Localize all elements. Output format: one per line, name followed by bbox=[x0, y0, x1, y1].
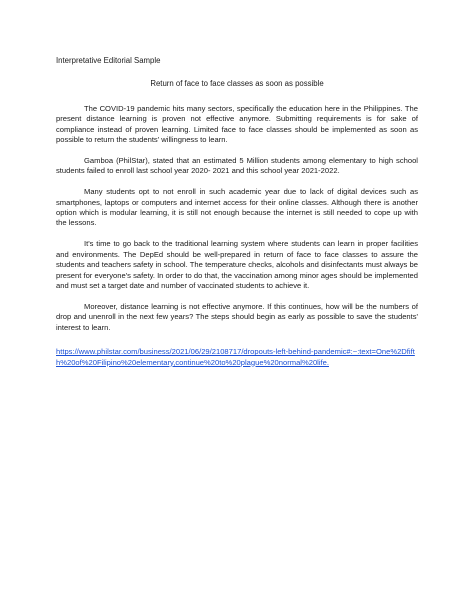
source-citation bbox=[56, 347, 418, 368]
paragraph-devices: Many students opt to not enroll in such academic year due to lack of digital devices such as smartphones, laptops or computers and internet access for their online classes. Although there is another option which is modular learning, it is still not enough because the internet is still needed to cope up with the lessons. bbox=[56, 187, 418, 228]
paragraph-intro: The COVID-19 pandemic hits many sectors, specifically the education here in the Philippines. The present distance learning is proven not effective anymore. Submitting requirements is for sake of compliance instead of proven learning. Limited face to face classes should be implemented as soon as possible to return the students' willingness to learn. bbox=[56, 103, 418, 145]
document-body bbox=[56, 56, 418, 368]
paragraph-conclusion: Moreover, distance learning is not effective anymore. If this continues, how will be the numbers of drop and unenroll in the next few years? The steps should begin as early as possible to save the students' interest to learn. bbox=[56, 301, 418, 332]
document-title: Return of face to face classes as soon as possible bbox=[150, 79, 324, 89]
paragraph-gamboa: Gamboa (PhilStar), stated that an estimated 5 Million students among elementary to high school students failed to enroll last school year 2020- 2021 and this school year 2021-2022. bbox=[56, 155, 418, 176]
source-link[interactable]: https://www.philstar.com/business/2021/06/29/2108717/dropouts-left-behind-pandemic#:~:text=One%2Dfifth%20of%20Filipino%20elementary,continue%20to%20plague%20normal%20life. bbox=[56, 347, 415, 367]
paragraph-traditional: It's time to go back to the traditional learning system where students can learn in proper facilities and environments. The DepEd should be well-prepared in return of face to face classes to assure the students and teachers safety in school. The temperature checks, alcohols and disinfectants must always be present for everyone's safety. In order to do that, the vaccination among minor ages should be implemented and must set a target date and number of vaccinated students to achieve it. bbox=[56, 239, 418, 290]
document-label: Interpretative Editorial Sample bbox=[56, 56, 161, 65]
